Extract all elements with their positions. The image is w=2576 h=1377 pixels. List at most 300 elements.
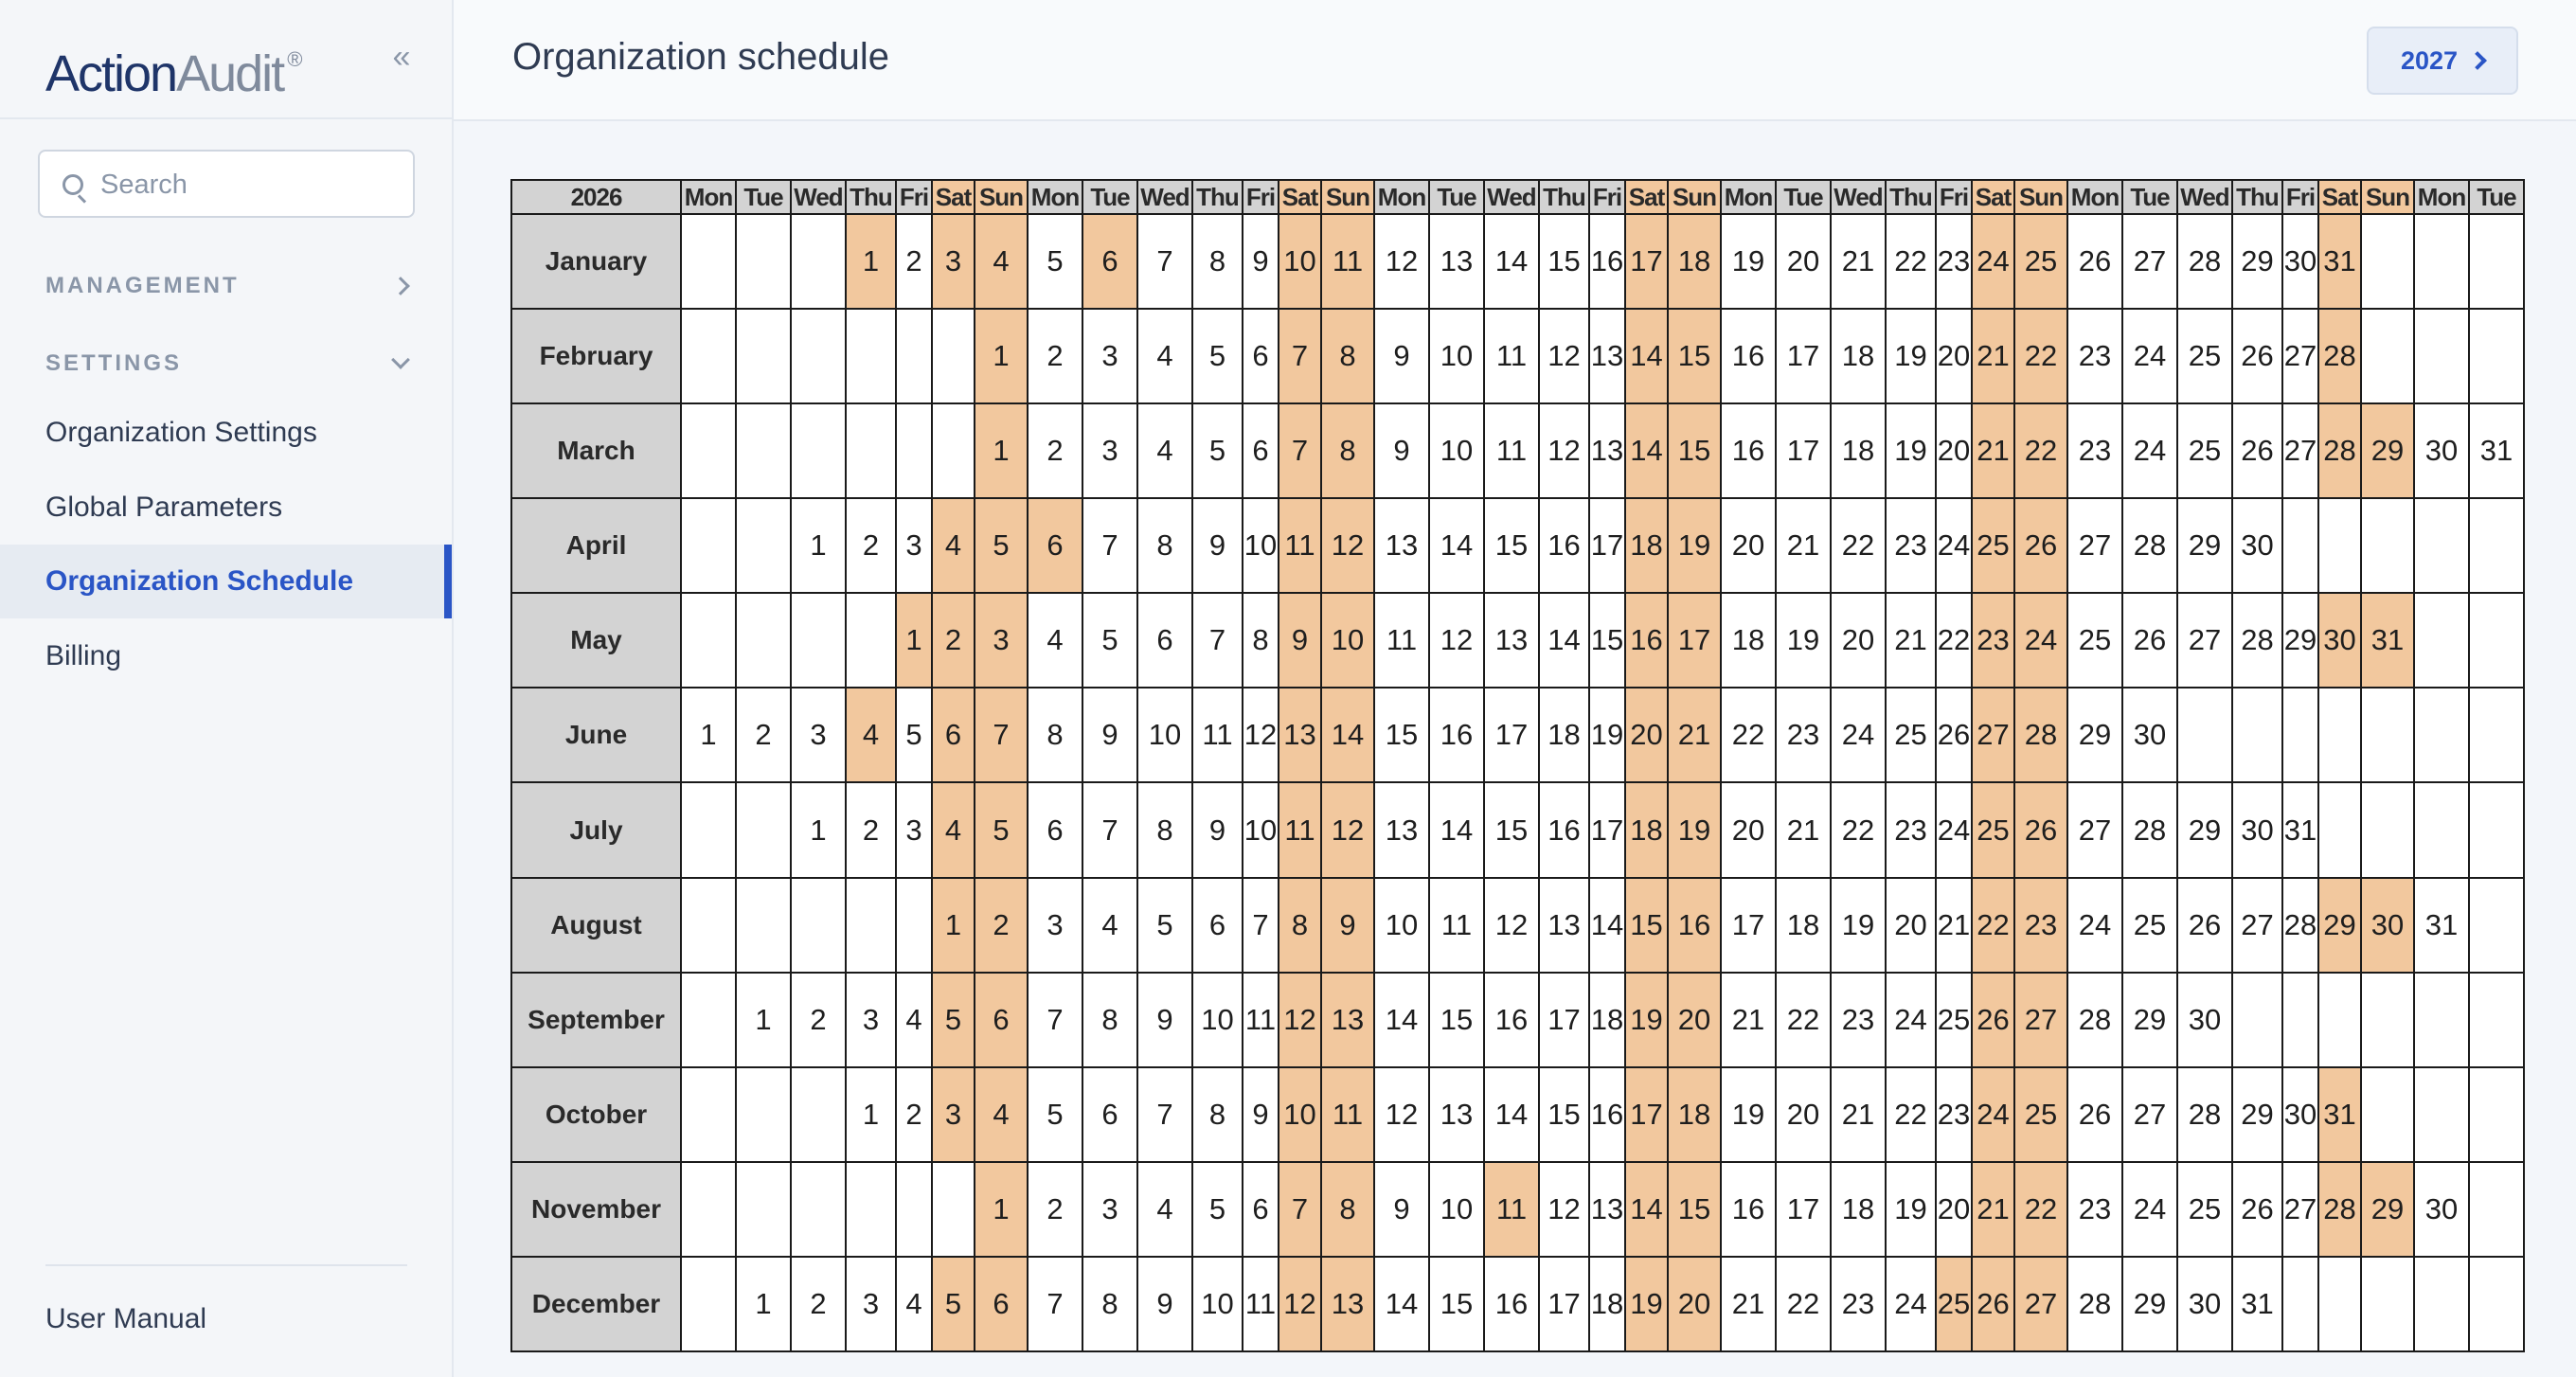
day-cell[interactable]: 2: [975, 878, 1028, 973]
day-cell[interactable]: 4: [1137, 1162, 1192, 1257]
day-cell[interactable]: 7: [1279, 1162, 1321, 1257]
day-cell[interactable]: 22: [1831, 782, 1886, 877]
day-cell[interactable]: 4: [1028, 593, 1082, 688]
day-cell[interactable]: 4: [975, 1067, 1028, 1162]
day-cell[interactable]: 19: [1625, 973, 1668, 1067]
day-cell[interactable]: 12: [1321, 782, 1374, 877]
day-cell[interactable]: 4: [1082, 878, 1137, 973]
day-cell[interactable]: 19: [1668, 498, 1721, 593]
day-cell[interactable]: 19: [1721, 214, 1776, 309]
day-cell[interactable]: 2: [932, 593, 975, 688]
day-cell[interactable]: 26: [1936, 688, 1972, 782]
day-cell[interactable]: 20: [1721, 498, 1776, 593]
day-cell[interactable]: 13: [1321, 973, 1374, 1067]
day-cell[interactable]: 16: [1484, 1257, 1539, 1351]
day-cell[interactable]: 26: [2014, 498, 2067, 593]
day-cell[interactable]: 6: [1243, 403, 1279, 498]
day-cell[interactable]: 2: [1028, 403, 1082, 498]
nav-organization-settings[interactable]: Organization Settings: [45, 417, 317, 448]
day-cell[interactable]: 18: [1625, 782, 1668, 877]
day-cell[interactable]: 30: [2177, 1257, 2232, 1351]
day-cell[interactable]: 27: [2067, 782, 2122, 877]
day-cell[interactable]: 29: [2282, 593, 2318, 688]
day-cell[interactable]: 7: [1192, 593, 1243, 688]
day-cell[interactable]: 21: [1776, 782, 1831, 877]
day-cell[interactable]: 11: [1321, 1067, 1374, 1162]
day-cell[interactable]: 30: [2232, 498, 2282, 593]
day-cell[interactable]: 16: [1721, 1162, 1776, 1257]
day-cell[interactable]: 10: [1429, 403, 1484, 498]
day-cell[interactable]: 10: [1192, 973, 1243, 1067]
day-cell[interactable]: 3: [846, 1257, 896, 1351]
day-cell[interactable]: 27: [2177, 593, 2232, 688]
day-cell[interactable]: 27: [2282, 1162, 2318, 1257]
day-cell[interactable]: 22: [2014, 403, 2067, 498]
day-cell[interactable]: 22: [1886, 214, 1936, 309]
day-cell[interactable]: 3: [1082, 309, 1137, 403]
day-cell[interactable]: 23: [1831, 973, 1886, 1067]
day-cell[interactable]: 24: [1972, 1067, 2014, 1162]
day-cell[interactable]: 5: [896, 688, 932, 782]
day-cell[interactable]: 26: [2067, 214, 2122, 309]
day-cell[interactable]: 24: [1936, 782, 1972, 877]
day-cell[interactable]: 28: [2318, 403, 2361, 498]
day-cell[interactable]: 25: [2122, 878, 2177, 973]
day-cell[interactable]: 11: [1192, 688, 1243, 782]
day-cell[interactable]: 21: [1668, 688, 1721, 782]
day-cell[interactable]: 12: [1321, 498, 1374, 593]
day-cell[interactable]: 13: [1279, 688, 1321, 782]
day-cell[interactable]: 11: [1321, 214, 1374, 309]
day-cell[interactable]: 18: [1589, 973, 1625, 1067]
day-cell[interactable]: 23: [1886, 782, 1936, 877]
day-cell[interactable]: 30: [2282, 214, 2318, 309]
day-cell[interactable]: 7: [975, 688, 1028, 782]
day-cell[interactable]: 31: [2282, 782, 2318, 877]
day-cell[interactable]: 13: [1321, 1257, 1374, 1351]
day-cell[interactable]: 7: [1279, 309, 1321, 403]
day-cell[interactable]: 28: [2282, 878, 2318, 973]
day-cell[interactable]: 9: [1374, 1162, 1429, 1257]
day-cell[interactable]: 4: [932, 782, 975, 877]
day-cell[interactable]: 19: [1721, 1067, 1776, 1162]
day-cell[interactable]: 19: [1886, 309, 1936, 403]
day-cell[interactable]: 14: [1539, 593, 1589, 688]
day-cell[interactable]: 15: [1539, 214, 1589, 309]
search-input[interactable]: [100, 163, 403, 206]
day-cell[interactable]: 16: [1625, 593, 1668, 688]
day-cell[interactable]: 22: [1972, 878, 2014, 973]
day-cell[interactable]: 21: [1972, 1162, 2014, 1257]
day-cell[interactable]: 28: [2318, 309, 2361, 403]
day-cell[interactable]: 2: [791, 1257, 846, 1351]
day-cell[interactable]: 6: [1028, 498, 1082, 593]
day-cell[interactable]: 12: [1279, 1257, 1321, 1351]
day-cell[interactable]: 1: [846, 1067, 896, 1162]
day-cell[interactable]: 2: [1028, 1162, 1082, 1257]
day-cell[interactable]: 24: [1886, 973, 1936, 1067]
search-box[interactable]: [38, 150, 415, 218]
day-cell[interactable]: 13: [1539, 878, 1589, 973]
day-cell[interactable]: 6: [1082, 1067, 1137, 1162]
day-cell[interactable]: 26: [2122, 593, 2177, 688]
day-cell[interactable]: 27: [2282, 403, 2318, 498]
day-cell[interactable]: 23: [1936, 1067, 1972, 1162]
next-year-button[interactable]: 2027: [2367, 27, 2518, 95]
nav-billing[interactable]: Billing: [45, 640, 122, 671]
day-cell[interactable]: 22: [1886, 1067, 1936, 1162]
day-cell[interactable]: 17: [1625, 1067, 1668, 1162]
day-cell[interactable]: 5: [1192, 1162, 1243, 1257]
day-cell[interactable]: 13: [1589, 309, 1625, 403]
day-cell[interactable]: 25: [1972, 498, 2014, 593]
day-cell[interactable]: 2: [896, 214, 932, 309]
day-cell[interactable]: 15: [1668, 1162, 1721, 1257]
day-cell[interactable]: 26: [1972, 973, 2014, 1067]
day-cell[interactable]: 27: [2122, 214, 2177, 309]
day-cell[interactable]: 8: [1082, 973, 1137, 1067]
day-cell[interactable]: 30: [2122, 688, 2177, 782]
day-cell[interactable]: 21: [1831, 1067, 1886, 1162]
day-cell[interactable]: 12: [1374, 1067, 1429, 1162]
day-cell[interactable]: 28: [2067, 1257, 2122, 1351]
day-cell[interactable]: 26: [2232, 403, 2282, 498]
day-cell[interactable]: 2: [846, 782, 896, 877]
day-cell[interactable]: 1: [975, 403, 1028, 498]
nav-organization-schedule[interactable]: Organization Schedule: [0, 545, 452, 618]
day-cell[interactable]: 11: [1374, 593, 1429, 688]
day-cell[interactable]: 1: [846, 214, 896, 309]
day-cell[interactable]: 22: [1831, 498, 1886, 593]
day-cell[interactable]: 23: [1936, 214, 1972, 309]
section-management[interactable]: MANAGEMENT: [45, 267, 415, 305]
day-cell[interactable]: 23: [1972, 593, 2014, 688]
day-cell[interactable]: 10: [1192, 1257, 1243, 1351]
day-cell[interactable]: 22: [2014, 309, 2067, 403]
day-cell[interactable]: 18: [1625, 498, 1668, 593]
day-cell[interactable]: 18: [1831, 403, 1886, 498]
day-cell[interactable]: 1: [736, 1257, 791, 1351]
day-cell[interactable]: 21: [1721, 1257, 1776, 1351]
day-cell[interactable]: 8: [1192, 1067, 1243, 1162]
day-cell[interactable]: 11: [1484, 403, 1539, 498]
day-cell[interactable]: 2: [791, 973, 846, 1067]
day-cell[interactable]: 5: [1137, 878, 1192, 973]
day-cell[interactable]: 29: [2318, 878, 2361, 973]
day-cell[interactable]: 5: [975, 782, 1028, 877]
day-cell[interactable]: 9: [1192, 782, 1243, 877]
day-cell[interactable]: 30: [2361, 878, 2414, 973]
day-cell[interactable]: 23: [2014, 878, 2067, 973]
day-cell[interactable]: 8: [1082, 1257, 1137, 1351]
day-cell[interactable]: 28: [2014, 688, 2067, 782]
day-cell[interactable]: 29: [2361, 1162, 2414, 1257]
day-cell[interactable]: 26: [2067, 1067, 2122, 1162]
day-cell[interactable]: 18: [1776, 878, 1831, 973]
day-cell[interactable]: 1: [791, 498, 846, 593]
day-cell[interactable]: 1: [791, 782, 846, 877]
day-cell[interactable]: 20: [1886, 878, 1936, 973]
day-cell[interactable]: 26: [2014, 782, 2067, 877]
day-cell[interactable]: 27: [2014, 973, 2067, 1067]
day-cell[interactable]: 6: [1028, 782, 1082, 877]
day-cell[interactable]: 6: [975, 1257, 1028, 1351]
day-cell[interactable]: 5: [1192, 309, 1243, 403]
day-cell[interactable]: 16: [1721, 403, 1776, 498]
day-cell[interactable]: 2: [896, 1067, 932, 1162]
day-cell[interactable]: 20: [1776, 214, 1831, 309]
day-cell[interactable]: 25: [2177, 403, 2232, 498]
day-cell[interactable]: 19: [1589, 688, 1625, 782]
day-cell[interactable]: 8: [1192, 214, 1243, 309]
day-cell[interactable]: 25: [2177, 1162, 2232, 1257]
day-cell[interactable]: 14: [1484, 1067, 1539, 1162]
day-cell[interactable]: 25: [2067, 593, 2122, 688]
day-cell[interactable]: 9: [1374, 403, 1429, 498]
day-cell[interactable]: 29: [2067, 688, 2122, 782]
day-cell[interactable]: 27: [1972, 688, 2014, 782]
day-cell[interactable]: 20: [1721, 782, 1776, 877]
day-cell[interactable]: 21: [1936, 878, 1972, 973]
day-cell[interactable]: 8: [1028, 688, 1082, 782]
day-cell[interactable]: 2: [1028, 309, 1082, 403]
day-cell[interactable]: 16: [1668, 878, 1721, 973]
day-cell[interactable]: 14: [1625, 403, 1668, 498]
day-cell[interactable]: 18: [1589, 1257, 1625, 1351]
day-cell[interactable]: 20: [1936, 1162, 1972, 1257]
day-cell[interactable]: 20: [1668, 973, 1721, 1067]
day-cell[interactable]: 5: [932, 973, 975, 1067]
day-cell[interactable]: 3: [932, 1067, 975, 1162]
day-cell[interactable]: 25: [2177, 309, 2232, 403]
day-cell[interactable]: 10: [1279, 1067, 1321, 1162]
day-cell[interactable]: 15: [1589, 593, 1625, 688]
day-cell[interactable]: 22: [1721, 688, 1776, 782]
day-cell[interactable]: 9: [1137, 973, 1192, 1067]
day-cell[interactable]: 30: [2318, 593, 2361, 688]
day-cell[interactable]: 15: [1484, 498, 1539, 593]
day-cell[interactable]: 24: [2122, 1162, 2177, 1257]
day-cell[interactable]: 31: [2469, 403, 2524, 498]
day-cell[interactable]: 5: [975, 498, 1028, 593]
day-cell[interactable]: 14: [1321, 688, 1374, 782]
day-cell[interactable]: 13: [1374, 782, 1429, 877]
day-cell[interactable]: 24: [1936, 498, 1972, 593]
day-cell[interactable]: 20: [1936, 309, 1972, 403]
day-cell[interactable]: 31: [2232, 1257, 2282, 1351]
day-cell[interactable]: 2: [846, 498, 896, 593]
day-cell[interactable]: 28: [2232, 593, 2282, 688]
day-cell[interactable]: 17: [1776, 403, 1831, 498]
day-cell[interactable]: 11: [1429, 878, 1484, 973]
day-cell[interactable]: 17: [1539, 1257, 1589, 1351]
day-cell[interactable]: 31: [2361, 593, 2414, 688]
day-cell[interactable]: 8: [1321, 1162, 1374, 1257]
day-cell[interactable]: 4: [896, 973, 932, 1067]
day-cell[interactable]: 24: [2014, 593, 2067, 688]
day-cell[interactable]: 3: [846, 973, 896, 1067]
day-cell[interactable]: 18: [1721, 593, 1776, 688]
day-cell[interactable]: 14: [1429, 498, 1484, 593]
day-cell[interactable]: 7: [1082, 782, 1137, 877]
day-cell[interactable]: 25: [1936, 1257, 1972, 1351]
day-cell[interactable]: 18: [1539, 688, 1589, 782]
day-cell[interactable]: 12: [1539, 403, 1589, 498]
day-cell[interactable]: 12: [1539, 309, 1589, 403]
day-cell[interactable]: 1: [975, 1162, 1028, 1257]
day-cell[interactable]: 15: [1539, 1067, 1589, 1162]
day-cell[interactable]: 8: [1321, 309, 1374, 403]
day-cell[interactable]: 24: [1831, 688, 1886, 782]
day-cell[interactable]: 7: [1028, 973, 1082, 1067]
day-cell[interactable]: 19: [1831, 878, 1886, 973]
day-cell[interactable]: 23: [2067, 403, 2122, 498]
day-cell[interactable]: 6: [975, 973, 1028, 1067]
day-cell[interactable]: 6: [1192, 878, 1243, 973]
day-cell[interactable]: 23: [2067, 1162, 2122, 1257]
day-cell[interactable]: 22: [1936, 593, 1972, 688]
day-cell[interactable]: 24: [2122, 403, 2177, 498]
day-cell[interactable]: 25: [1886, 688, 1936, 782]
day-cell[interactable]: 1: [736, 973, 791, 1067]
day-cell[interactable]: 3: [791, 688, 846, 782]
day-cell[interactable]: 6: [1243, 1162, 1279, 1257]
day-cell[interactable]: 9: [1243, 214, 1279, 309]
day-cell[interactable]: 9: [1192, 498, 1243, 593]
day-cell[interactable]: 10: [1243, 782, 1279, 877]
day-cell[interactable]: 9: [1321, 878, 1374, 973]
day-cell[interactable]: 16: [1429, 688, 1484, 782]
day-cell[interactable]: 26: [2232, 1162, 2282, 1257]
day-cell[interactable]: 15: [1668, 403, 1721, 498]
day-cell[interactable]: 18: [1831, 1162, 1886, 1257]
day-cell[interactable]: 13: [1374, 498, 1429, 593]
day-cell[interactable]: 17: [1668, 593, 1721, 688]
day-cell[interactable]: 29: [2177, 782, 2232, 877]
day-cell[interactable]: 6: [1082, 214, 1137, 309]
day-cell[interactable]: 10: [1137, 688, 1192, 782]
day-cell[interactable]: 5: [932, 1257, 975, 1351]
day-cell[interactable]: 22: [2014, 1162, 2067, 1257]
day-cell[interactable]: 14: [1429, 782, 1484, 877]
day-cell[interactable]: 25: [1972, 782, 2014, 877]
day-cell[interactable]: 25: [1936, 973, 1972, 1067]
day-cell[interactable]: 11: [1279, 498, 1321, 593]
day-cell[interactable]: 24: [1886, 1257, 1936, 1351]
day-cell[interactable]: 17: [1589, 498, 1625, 593]
day-cell[interactable]: 8: [1279, 878, 1321, 973]
day-cell[interactable]: 11: [1243, 973, 1279, 1067]
day-cell[interactable]: 29: [2122, 973, 2177, 1067]
day-cell[interactable]: 9: [1279, 593, 1321, 688]
day-cell[interactable]: 10: [1374, 878, 1429, 973]
day-cell[interactable]: 7: [1243, 878, 1279, 973]
day-cell[interactable]: 29: [2232, 214, 2282, 309]
day-cell[interactable]: 17: [1589, 782, 1625, 877]
day-cell[interactable]: 8: [1321, 403, 1374, 498]
day-cell[interactable]: 5: [1192, 403, 1243, 498]
day-cell[interactable]: 17: [1721, 878, 1776, 973]
day-cell[interactable]: 29: [2177, 498, 2232, 593]
day-cell[interactable]: 21: [1831, 214, 1886, 309]
day-cell[interactable]: 11: [1484, 1162, 1539, 1257]
day-cell[interactable]: 23: [1776, 688, 1831, 782]
day-cell[interactable]: 16: [1589, 214, 1625, 309]
day-cell[interactable]: 9: [1137, 1257, 1192, 1351]
day-cell[interactable]: 15: [1429, 1257, 1484, 1351]
day-cell[interactable]: 27: [2122, 1067, 2177, 1162]
day-cell[interactable]: 7: [1028, 1257, 1082, 1351]
day-cell[interactable]: 31: [2414, 878, 2469, 973]
day-cell[interactable]: 3: [896, 782, 932, 877]
day-cell[interactable]: 15: [1484, 782, 1539, 877]
day-cell[interactable]: 9: [1082, 688, 1137, 782]
day-cell[interactable]: 13: [1429, 214, 1484, 309]
day-cell[interactable]: 3: [1028, 878, 1082, 973]
day-cell[interactable]: 13: [1484, 593, 1539, 688]
day-cell[interactable]: 30: [2414, 1162, 2469, 1257]
day-cell[interactable]: 20: [1668, 1257, 1721, 1351]
day-cell[interactable]: 29: [2361, 403, 2414, 498]
day-cell[interactable]: 28: [2067, 973, 2122, 1067]
day-cell[interactable]: 8: [1243, 593, 1279, 688]
day-cell[interactable]: 3: [1082, 1162, 1137, 1257]
day-cell[interactable]: 28: [2122, 498, 2177, 593]
day-cell[interactable]: 18: [1668, 1067, 1721, 1162]
day-cell[interactable]: 12: [1539, 1162, 1589, 1257]
day-cell[interactable]: 4: [1137, 309, 1192, 403]
day-cell[interactable]: 6: [932, 688, 975, 782]
day-cell[interactable]: 28: [2122, 782, 2177, 877]
day-cell[interactable]: 19: [1625, 1257, 1668, 1351]
day-cell[interactable]: 28: [2177, 214, 2232, 309]
day-cell[interactable]: 3: [975, 593, 1028, 688]
day-cell[interactable]: 20: [1625, 688, 1668, 782]
day-cell[interactable]: 19: [1886, 403, 1936, 498]
user-manual-link[interactable]: User Manual: [45, 1303, 207, 1334]
day-cell[interactable]: 21: [1886, 593, 1936, 688]
day-cell[interactable]: 10: [1279, 214, 1321, 309]
day-cell[interactable]: 10: [1243, 498, 1279, 593]
day-cell[interactable]: 30: [2282, 1067, 2318, 1162]
nav-global-parameters[interactable]: Global Parameters: [45, 492, 283, 523]
day-cell[interactable]: 1: [932, 878, 975, 973]
day-cell[interactable]: 14: [1484, 214, 1539, 309]
day-cell[interactable]: 14: [1374, 1257, 1429, 1351]
day-cell[interactable]: 17: [1776, 309, 1831, 403]
day-cell[interactable]: 16: [1589, 1067, 1625, 1162]
day-cell[interactable]: 29: [2122, 1257, 2177, 1351]
day-cell[interactable]: 10: [1321, 593, 1374, 688]
day-cell[interactable]: 16: [1721, 309, 1776, 403]
day-cell[interactable]: 24: [2067, 878, 2122, 973]
day-cell[interactable]: 31: [2318, 214, 2361, 309]
day-cell[interactable]: 13: [1589, 1162, 1625, 1257]
day-cell[interactable]: 16: [1484, 973, 1539, 1067]
day-cell[interactable]: 12: [1243, 688, 1279, 782]
day-cell[interactable]: 17: [1539, 973, 1589, 1067]
day-cell[interactable]: 3: [896, 498, 932, 593]
day-cell[interactable]: 30: [2414, 403, 2469, 498]
day-cell[interactable]: 17: [1625, 214, 1668, 309]
day-cell[interactable]: 15: [1429, 973, 1484, 1067]
day-cell[interactable]: 27: [2282, 309, 2318, 403]
day-cell[interactable]: 19: [1668, 782, 1721, 877]
day-cell[interactable]: 19: [1886, 1162, 1936, 1257]
day-cell[interactable]: 27: [2014, 1257, 2067, 1351]
day-cell[interactable]: 20: [1936, 403, 1972, 498]
day-cell[interactable]: 17: [1776, 1162, 1831, 1257]
